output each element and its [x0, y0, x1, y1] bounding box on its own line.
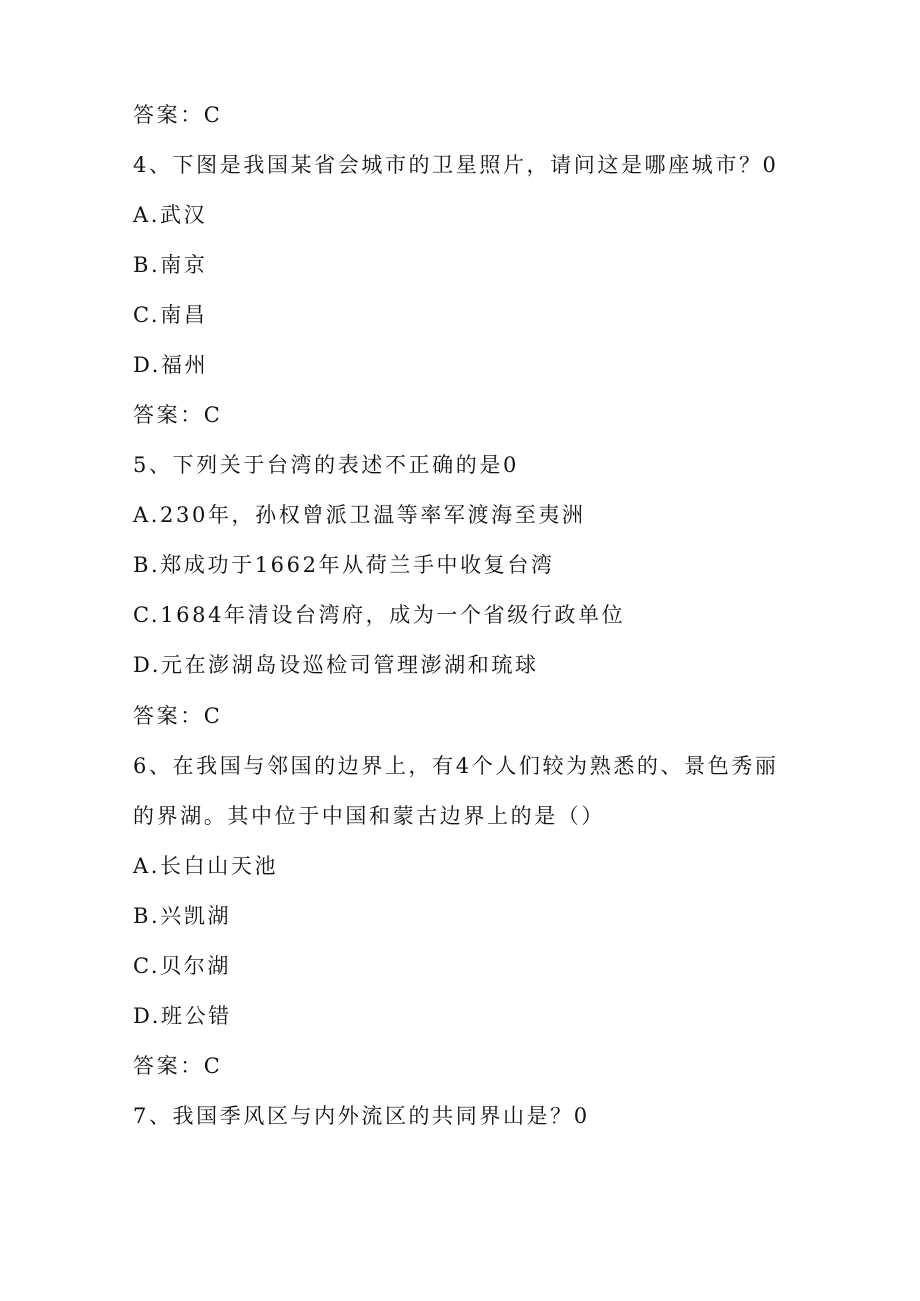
question-5-option-c: C.1684年清设台湾府，成为一个省级行政单位	[133, 603, 626, 627]
question-4-option-b: B.南京	[133, 253, 208, 277]
answer-line-q3: 答案：C	[133, 103, 223, 127]
question-4-text: 4、下图是我国某省会城市的卫星照片，请问这是哪座城市？0	[133, 153, 779, 177]
question-5-option-a: A.230年，孙权曾派卫温等率军渡海至夷洲	[133, 503, 586, 527]
question-4-option-a: A.武汉	[133, 203, 208, 227]
answer-line-q5: 答案：C	[133, 704, 223, 728]
question-6-option-b: B.兴凯湖	[133, 904, 232, 928]
question-4-option-d: D.福州	[133, 353, 209, 377]
question-5-option-d: D.元在澎湖岛设巡检司管理澎湖和琉球	[133, 653, 539, 677]
answer-line-q4: 答案：C	[133, 403, 223, 427]
question-6-option-c: C.贝尔湖	[133, 954, 231, 978]
question-5-option-b: B.郑成功于1662年从荷兰手中收复台湾	[133, 553, 555, 577]
question-6-text-line-1: 6、在我国与邻国的边界上，有4个人们较为熟悉的、景色秀丽	[133, 754, 779, 778]
question-5-text: 5、下列关于台湾的表述不正确的是0	[133, 453, 519, 477]
question-6-option-d: D.班公错	[133, 1004, 232, 1028]
question-7-text: 7、我国季风区与内外流区的共同界山是？0	[133, 1104, 590, 1128]
question-6-text-line-2: 的界湖。其中位于中国和蒙古边界上的是（）	[133, 804, 605, 828]
question-4-option-c: C.南昌	[133, 303, 208, 327]
question-6-option-a: A.长白山天池	[133, 854, 279, 878]
answer-line-q6: 答案：C	[133, 1054, 223, 1078]
